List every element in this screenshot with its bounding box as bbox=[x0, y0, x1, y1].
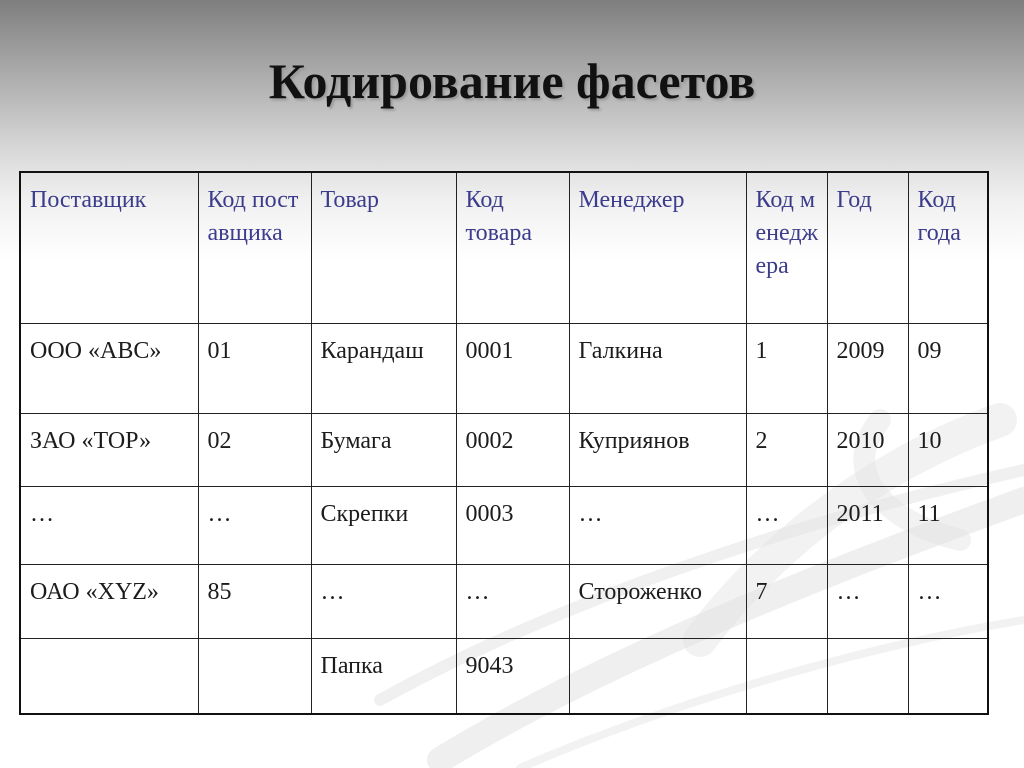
table-cell: … bbox=[908, 564, 988, 638]
table-cell: Куприянов bbox=[569, 413, 746, 486]
table-cell: Скрепки bbox=[311, 486, 456, 564]
table-cell bbox=[908, 638, 988, 714]
table-cell: Карандаш bbox=[311, 323, 456, 413]
table-row bbox=[20, 638, 988, 714]
table-cell: 11 bbox=[908, 486, 988, 564]
table-cell: Стороженко bbox=[569, 564, 746, 638]
table-cell: ООО «АВС» bbox=[20, 323, 198, 413]
table-cell: ОАО «XYZ» bbox=[20, 564, 198, 638]
table-cell: 2011 bbox=[827, 486, 908, 564]
table-cell: 1 bbox=[746, 323, 827, 413]
table-cell: 0001 bbox=[456, 323, 569, 413]
table-row bbox=[20, 486, 988, 564]
table-cell: … bbox=[827, 564, 908, 638]
header-cell: Год bbox=[827, 172, 908, 323]
table-cell: 2 bbox=[746, 413, 827, 486]
table-cell: 2009 bbox=[827, 323, 908, 413]
table-cell: 9043 bbox=[456, 638, 569, 714]
table-cell: 7 bbox=[746, 564, 827, 638]
table-cell: Папка bbox=[311, 638, 456, 714]
table-cell bbox=[20, 638, 198, 714]
table-cell: 85 bbox=[198, 564, 311, 638]
table-cell: … bbox=[311, 564, 456, 638]
table-cell: 2010 bbox=[827, 413, 908, 486]
header-cell: Менеджер bbox=[569, 172, 746, 323]
table-row bbox=[20, 564, 988, 638]
table-cell: 10 bbox=[908, 413, 988, 486]
table-cell bbox=[569, 638, 746, 714]
header-cell: Товар bbox=[311, 172, 456, 323]
table-cell bbox=[746, 638, 827, 714]
table-cell bbox=[198, 638, 311, 714]
table-cell: ЗАО «ТОР» bbox=[20, 413, 198, 486]
table-row bbox=[20, 323, 988, 413]
table-cell: 01 bbox=[198, 323, 311, 413]
table-row bbox=[20, 413, 988, 486]
table-cell: … bbox=[198, 486, 311, 564]
table-cell: … bbox=[20, 486, 198, 564]
header-cell: Код товара bbox=[456, 172, 569, 323]
table-cell: 09 bbox=[908, 323, 988, 413]
table-cell: … bbox=[456, 564, 569, 638]
table-cell: 0002 bbox=[456, 413, 569, 486]
table-header-row bbox=[20, 172, 988, 323]
table-cell: Бумага bbox=[311, 413, 456, 486]
header-cell: Код менеджера bbox=[746, 172, 827, 323]
table-cell: 02 bbox=[198, 413, 311, 486]
table-cell bbox=[827, 638, 908, 714]
header-cell: Поставщик bbox=[20, 172, 198, 323]
header-cell: Код поставщика bbox=[198, 172, 311, 323]
table-cell: 0003 bbox=[456, 486, 569, 564]
page-title: Кодирование фасетов bbox=[268, 53, 756, 109]
table-cell: … bbox=[569, 486, 746, 564]
facet-coding-table bbox=[19, 171, 989, 715]
header-cell: Код года bbox=[908, 172, 988, 323]
table-cell: Галкина bbox=[569, 323, 746, 413]
table-cell: … bbox=[746, 486, 827, 564]
